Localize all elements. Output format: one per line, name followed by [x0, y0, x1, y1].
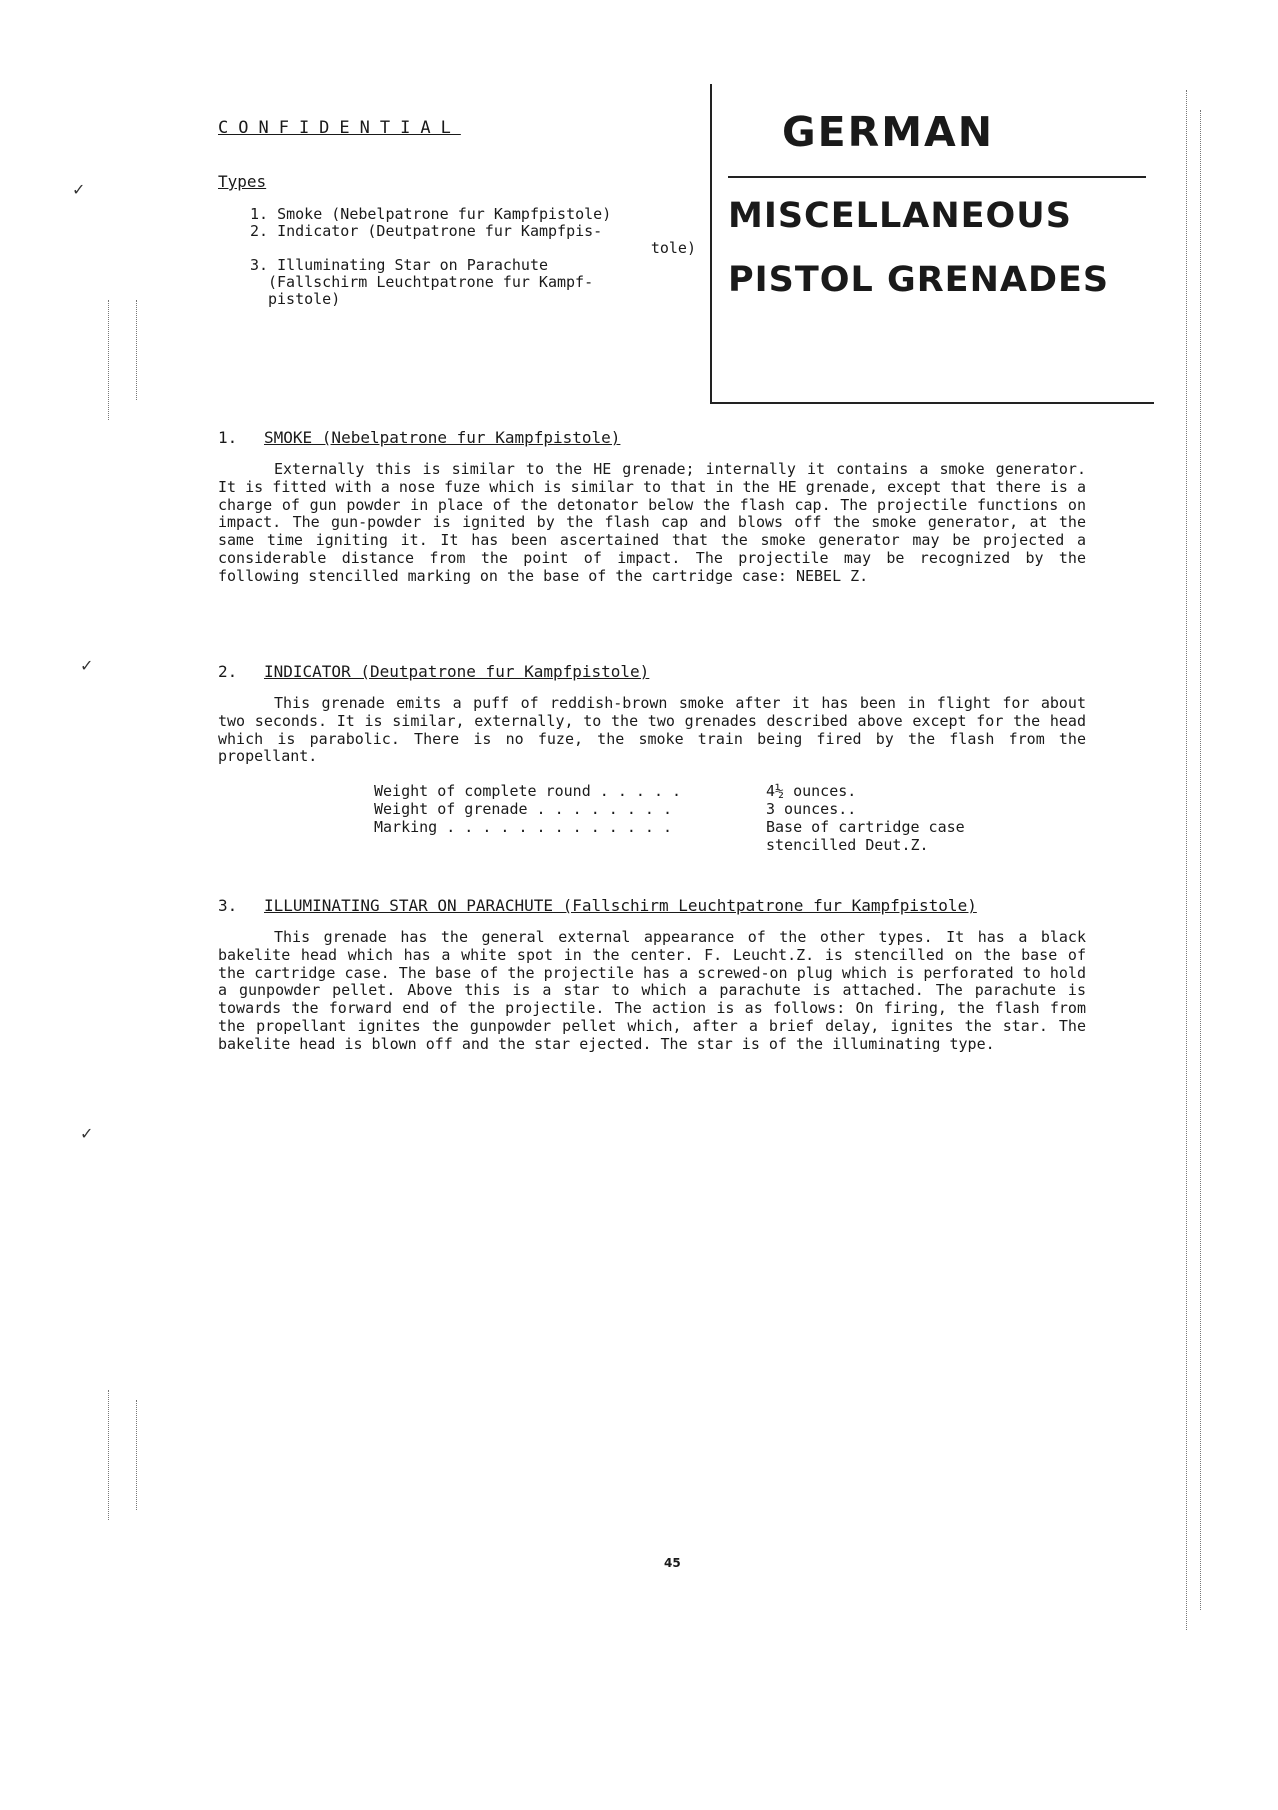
- types-list: [250, 206, 700, 308]
- check-mark-icon: ✓: [80, 1124, 94, 1143]
- section-heading: [218, 896, 1086, 915]
- types-heading: Types: [218, 172, 267, 191]
- section-title: SMOKE (Nebelpatrone fur Kampfpistole): [264, 428, 621, 447]
- binder-hole-mark: [136, 1400, 137, 1510]
- scan-edge-line: [1186, 90, 1187, 1630]
- types-item: 1. Smoke (Nebelpatrone fur Kampfpistole): [250, 205, 612, 223]
- types-item-continuation: tole): [650, 239, 696, 257]
- title-box: [710, 84, 1154, 404]
- section-number: 2.: [218, 662, 238, 681]
- classification-marking: CONFIDENTIAL: [218, 118, 461, 138]
- specs-table: [374, 782, 965, 854]
- section-body: Externally this is similar to the HE grenade; internally it contains a smoke generator. It is fitted with a nose fuze which is similar to that in the HE grenade, except that there is a charge of gun powder in place of the detonator below the flash cap. The projectile functions on impact. The gun-powder is ignited by the flash cap and blows off the smoke generator, at the same time igniting it. It has been ascertained that the smoke generator may be projected a considerable distance from the point of impact. The projectile may be recognized by the following stencilled marking on the base of the cartridge case: NEBEL Z.: [218, 460, 1086, 585]
- section-smoke: [218, 428, 1086, 586]
- section-number: 3.: [218, 896, 238, 915]
- section-body: This grenade emits a puff of reddish-brown smoke after it has been in flight for about two seconds. It is similar, externally, to the two grenades described above except for the head which is parabolic. There is no fuze, the smoke train being fired by the flash from the propellant.: [218, 694, 1086, 766]
- page-number: 45: [664, 1556, 681, 1570]
- section-heading: [218, 662, 1086, 681]
- spec-row: [374, 818, 965, 836]
- check-mark-icon: ✓: [80, 656, 94, 675]
- binder-hole-mark: [136, 300, 137, 400]
- section-number: 1.: [218, 428, 238, 447]
- spec-value: Base of cartridge case: [766, 818, 965, 837]
- title-german: GERMAN: [782, 108, 995, 156]
- scan-edge-line: [1200, 110, 1201, 1610]
- section-body: This grenade has the general external appearance of the other types. It has a black bakelite head which has a white spot in the center. F. Leucht.Z. is stencilled on the base of the cartridge case. The base of the projectile has a screwed-on plug which is perforated to hold a gunpowder pellet. Above this is a star to which a parachute is attached. The parachute is towards the forward end of the projectile. The action is as follows: On firing, the flash from the propellant ignites the gunpowder pellet which, after a brief delay, ignites the star. The bakelite head is blown off and the star ejected. The star is of the illuminating type.: [218, 928, 1086, 1053]
- spec-row: [374, 800, 965, 818]
- spec-key: Marking . . . . . . . . . . . . .: [374, 818, 673, 837]
- title-divider: [728, 176, 1146, 178]
- spec-value: 4½ ounces.: [766, 782, 857, 801]
- binder-hole-mark: [108, 300, 109, 420]
- types-item: 3. Illuminating Star on Parachute: [250, 256, 549, 274]
- types-item-continuation: (Fallschirm Leuchtpatrone fur Kampf-: [268, 273, 594, 291]
- spec-value-continuation: stencilled Deut.Z.: [766, 836, 929, 855]
- types-item-continuation: pistole): [268, 290, 341, 308]
- spec-row: [374, 782, 965, 800]
- spec-value: 3 ounces..: [766, 800, 857, 819]
- spec-key: Weight of complete round . . . . .: [374, 782, 682, 801]
- section-indicator: [218, 662, 1086, 854]
- section-title: ILLUMINATING STAR ON PARACHUTE (Fallschirm Leuchtpatrone fur Kampfpistole): [264, 896, 977, 915]
- check-mark-icon: ✓: [72, 180, 86, 199]
- section-illuminating-star: [218, 896, 1086, 1054]
- title-miscellaneous: MISCELLANEOUS: [728, 196, 1072, 236]
- section-title: INDICATOR (Deutpatrone fur Kampfpistole): [264, 662, 650, 681]
- types-item: 2. Indicator (Deutpatrone fur Kampfpis-: [250, 222, 603, 240]
- spec-row: [374, 836, 965, 854]
- title-pistol-grenades: PISTOL GRENADES: [728, 260, 1110, 300]
- spec-key: Weight of grenade . . . . . . . .: [374, 800, 673, 819]
- section-heading: [218, 428, 1086, 447]
- binder-hole-mark: [108, 1390, 109, 1520]
